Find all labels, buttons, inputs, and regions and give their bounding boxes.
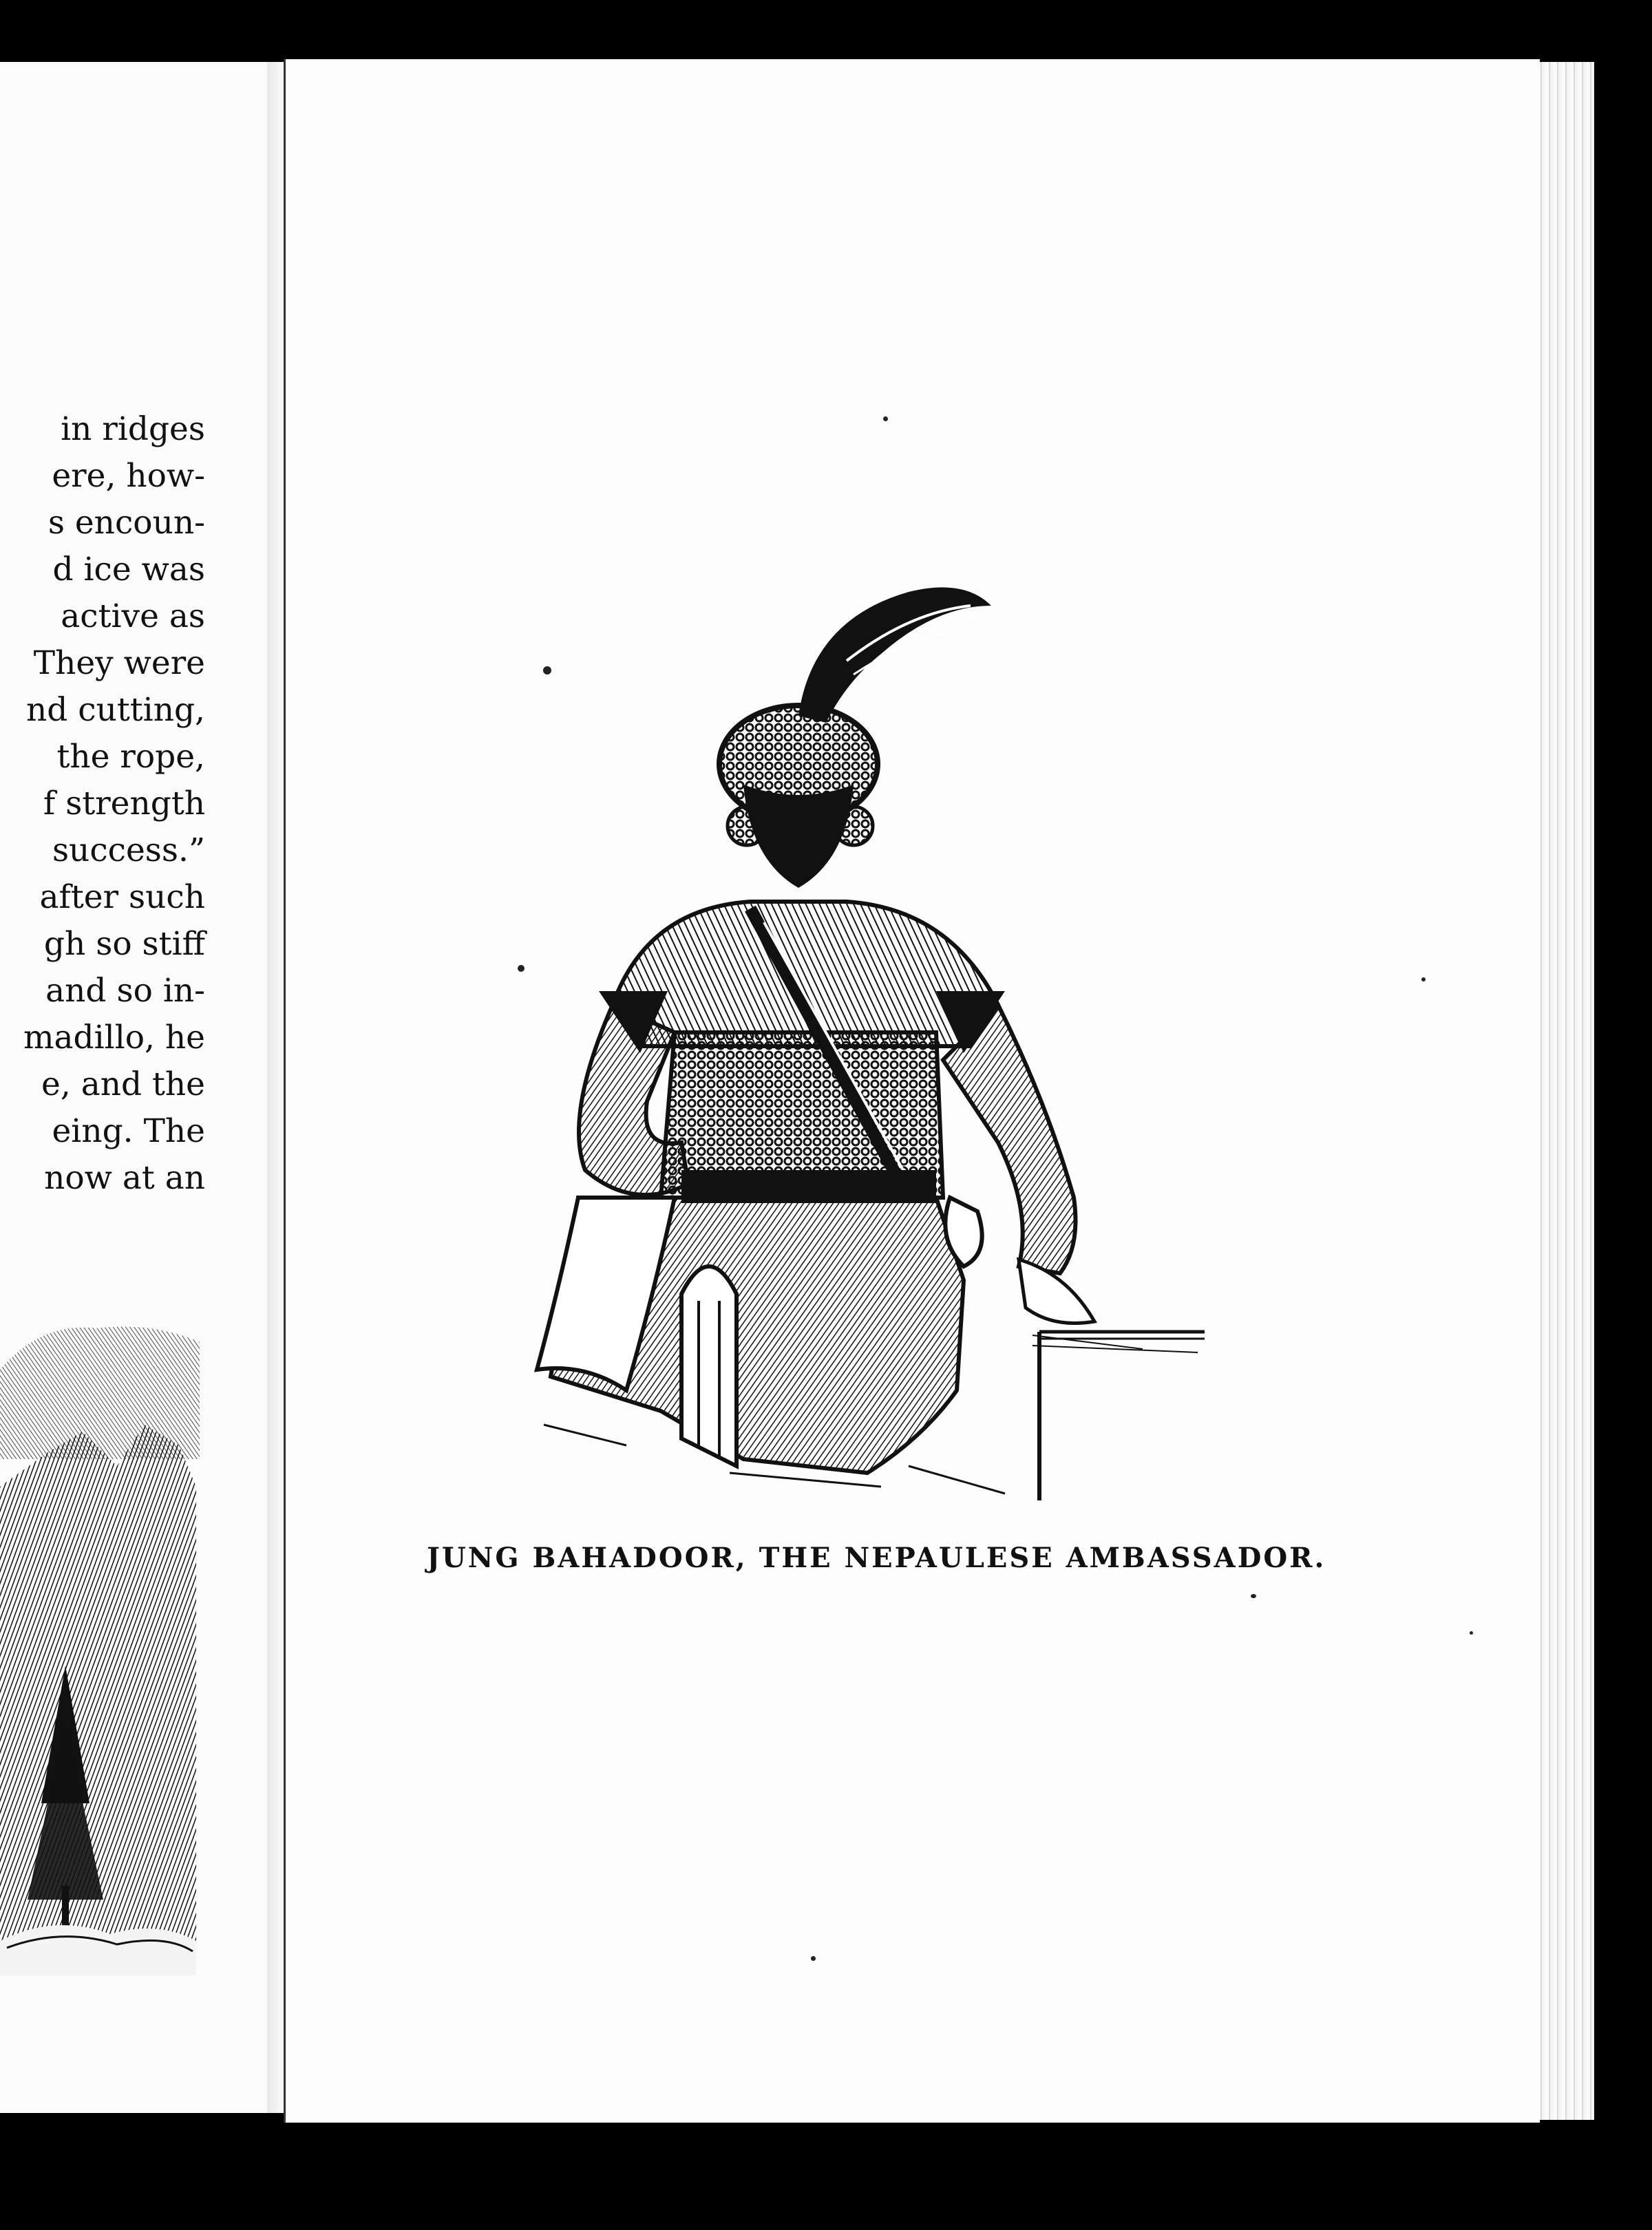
text-line: f strength	[43, 785, 205, 822]
text-line: eing. The	[52, 1112, 205, 1150]
text-line: madillo, he	[23, 1019, 205, 1056]
text-line: e, and the	[41, 1065, 205, 1103]
left-page	[0, 62, 310, 2113]
scan-speck	[1421, 977, 1426, 981]
text-line: d ice was	[52, 551, 205, 588]
figure-caption: JUNG BAHADOOR, THE NEPAULESE AMBASSADOR.	[427, 1542, 1326, 1574]
scan-speck	[811, 1956, 816, 1961]
portrait-engraving	[523, 578, 1211, 1521]
text-line: success.”	[52, 831, 205, 869]
left-page-text	[12, 406, 205, 1202]
text-line: s encoun-	[47, 504, 205, 542]
text-line: in ridges	[61, 410, 205, 448]
scan-speck	[518, 965, 525, 972]
scan-speck	[543, 666, 551, 675]
text-line: gh so stiff	[43, 925, 205, 963]
text-line: the rope,	[56, 738, 205, 776]
text-line: active as	[61, 597, 205, 635]
scan-speck	[1470, 1631, 1473, 1635]
text-line: nd cutting,	[26, 691, 205, 729]
forest-engraving	[0, 1280, 200, 1975]
scan-speck	[883, 416, 888, 421]
text-line: ere, how-	[52, 457, 205, 495]
text-line: now at an	[44, 1159, 205, 1197]
text-line: and so in-	[45, 972, 205, 1010]
scan-speck	[1251, 1594, 1256, 1598]
text-line: They were	[33, 644, 205, 682]
text-line: after such	[39, 878, 205, 916]
